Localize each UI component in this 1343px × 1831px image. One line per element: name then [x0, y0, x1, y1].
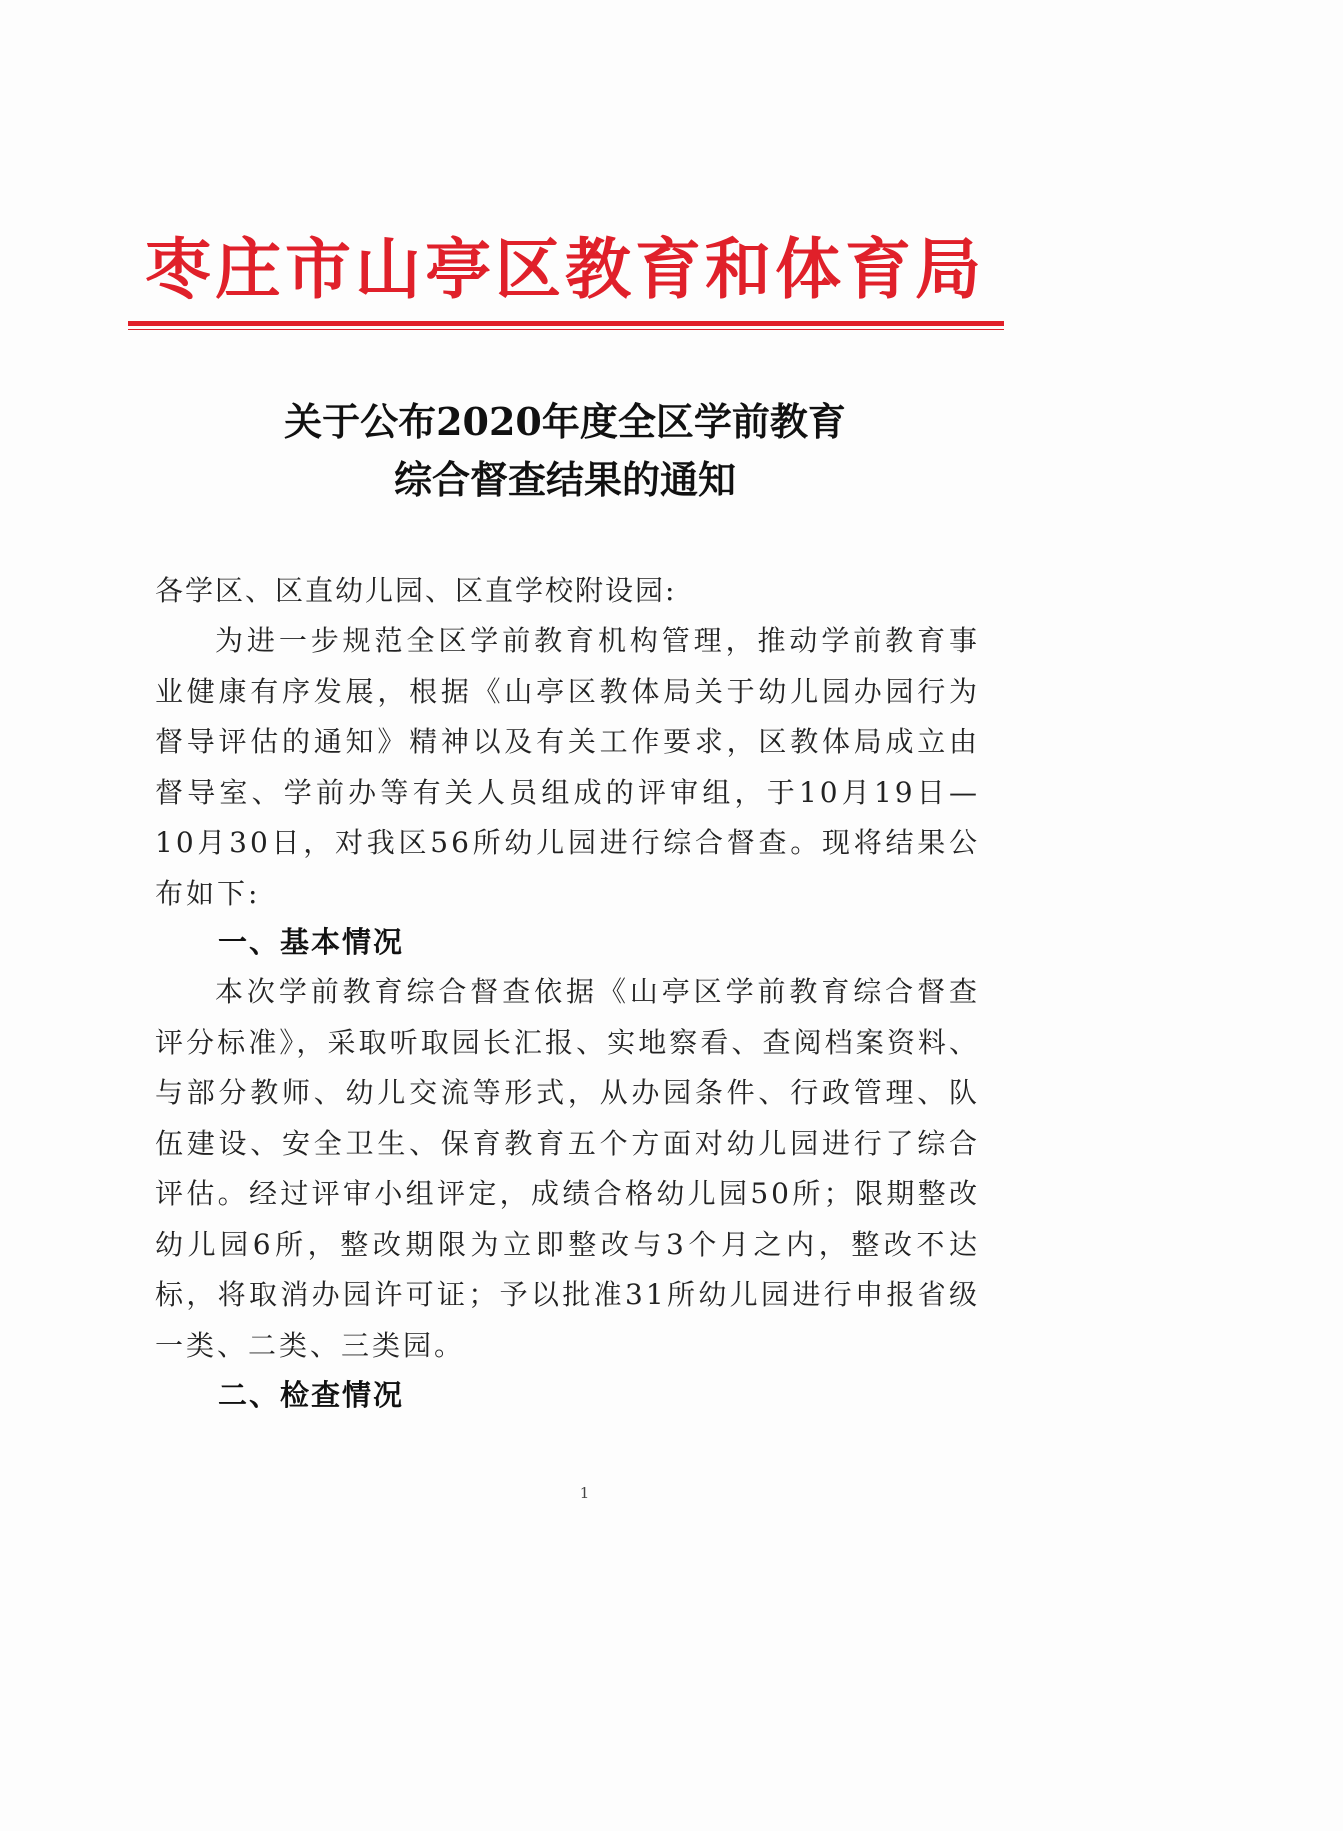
section-heading-inspection: 二、检查情况: [218, 1378, 405, 1412]
paragraph-intro: 为进一步规范全区学前教育机构管理，推动学前教育事业健康有序发展，根据《山亭区教体局关于幼儿园办园行为督导评估的通知》精神以及有关工作要求，区教体局成立由督导室、学前办等有关人员组成的评审组，于10月19日—10月30日，对我区56所幼儿园进行综合督查。现将结果公布如下:: [155, 624, 980, 910]
letterhead-title: 枣庄市山亭区教育和体育局: [145, 231, 985, 308]
document-title-line1: 关于公布2020年度全区学前教育: [284, 399, 846, 444]
salutation: 各学区、区直幼儿园、区直学校附设园:: [155, 574, 677, 607]
page-number: 1: [579, 1484, 590, 1502]
paragraph-basic: 本次学前教育综合督查依据《山亭区学前教育综合督查评分标准》，采取听取园长汇报、实地察看、查阅档案资料、与部分教师、幼儿交流等形式，从办园条件、行政管理、队伍建设、安全卫生、保育教育五个方面对幼儿园进行了综合评估。经过评审小组评定，成绩合格幼儿园50所；限期整改幼儿园6所，整改期限为立即整改与3个月之内，整改不达标，将取消办园许可证；予以批准31所幼儿园进行申报省级一类、二类、三类园。: [155, 975, 980, 1362]
section-heading-basic: 一、基本情况: [218, 925, 405, 959]
letterhead-red-rule: [128, 321, 1004, 326]
letterhead-red-rule-thin: [128, 329, 1004, 330]
document-title-line2: 综合督查结果的通知: [393, 457, 736, 502]
